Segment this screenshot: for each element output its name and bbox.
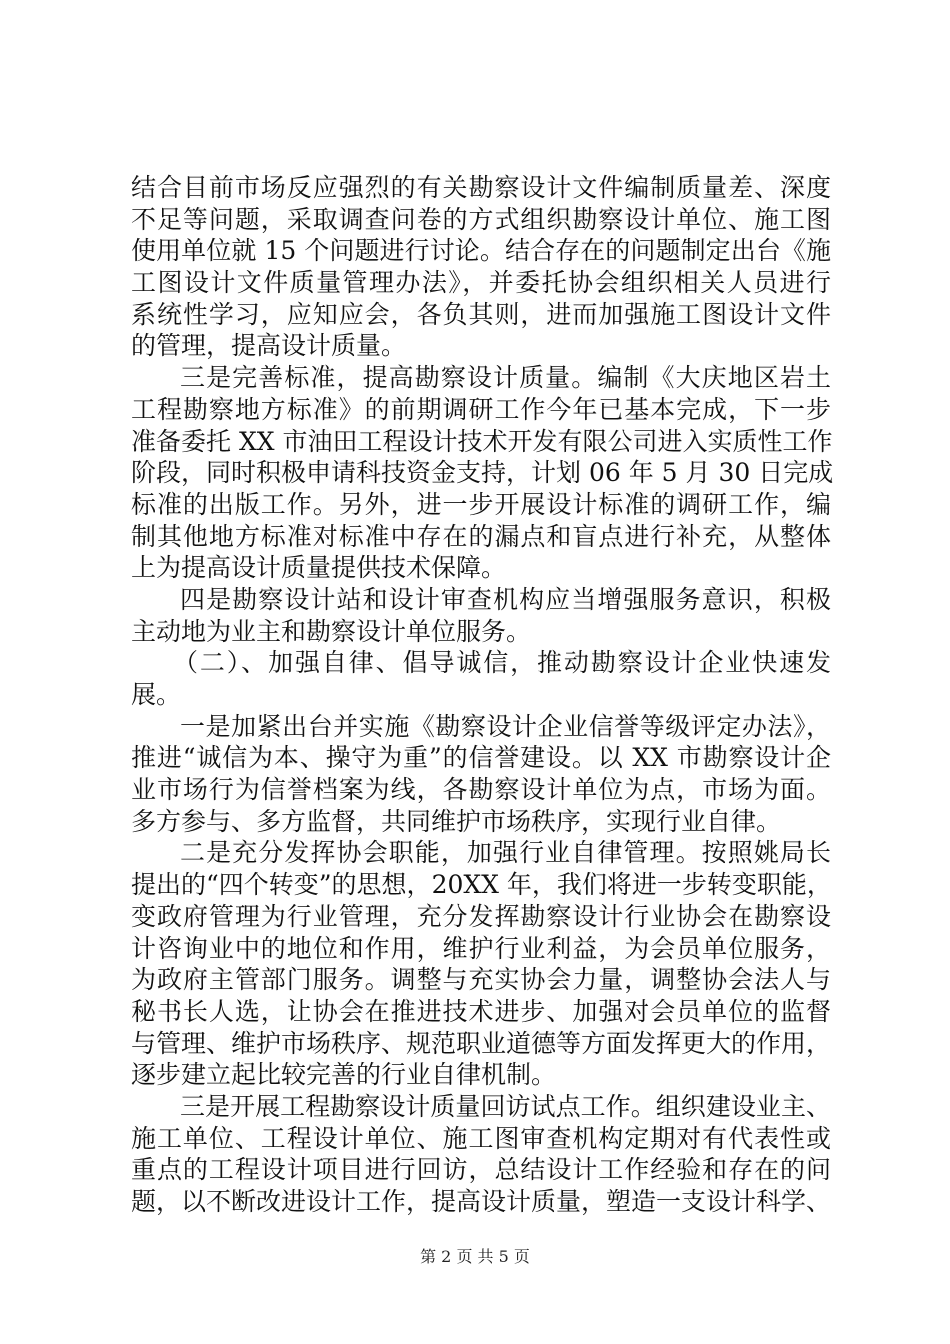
text-line: 变政府管理为行业管理，充分发挥勘察设计行业协会在勘察设 — [131, 901, 831, 931]
text-line: 主动地为业主和勘察设计单位服务。 — [131, 616, 532, 646]
text-line: 准备委托 XX 市油田工程设计技术开发有限公司进入实质性工作 — [131, 426, 833, 456]
text-line: 为政府主管部门服务。调整与充实协会力量，调整协会法人与 — [131, 965, 831, 995]
text-line: 计咨询业中的地位和作用，维护行业利益，为会员单位服务， — [131, 933, 831, 963]
text-line: 与管理、维护市场秩序、规范职业道德等方面发挥更大的作用， — [131, 1028, 832, 1058]
text-line: 结合目前市场反应强烈的有关勘察设计文件编制质量差、深度 — [131, 173, 831, 202]
text-line: 多方参与、多方监督，共同维护市场秩序，实现行业自律。 — [131, 806, 782, 836]
document-body — [131, 172, 834, 1218]
text-line: 标准的出版工作。另外，进一步开展设计标准的调研工作，编 — [131, 489, 831, 519]
paragraph-start-line: 一是加紧出台并实施《勘察设计企业信誉等级评定办法》， — [180, 711, 831, 741]
text-line: 上为提高设计质量提供技术保障。 — [131, 553, 507, 583]
text-line: 不足等问题，采取调查问卷的方式组织勘察设计单位、施工图 — [131, 204, 831, 234]
paragraph-start-line: 二是充分发挥协会职能，加强行业自律管理。按照姚局长 — [180, 838, 831, 868]
text-line: 阶段，同时积极申请科技资金支持，计划 06 年 5 月 30 日完成 — [131, 458, 834, 488]
text-line: 工程勘察地方标准》的前期调研工作今年已基本完成，下一步 — [131, 394, 831, 424]
text-line: 使用单位就 15 个问题进行讨论。结合存在的问题制定出台《施 — [131, 236, 831, 266]
paragraph-start-line: 三是开展工程勘察设计质量回访试点工作。组织建设业主、 — [180, 1091, 831, 1121]
text-line: 的管理，提高设计质量。 — [131, 331, 407, 361]
text-line: 系统性学习，应知应会，各负其则，进而加强施工图设计文件 — [131, 299, 831, 329]
text-line: 题，以不断改进设计工作，提高设计质量，塑造一支设计科学、 — [131, 1187, 832, 1216]
page-number-footer: 第 2 页 共 5 页 — [420, 1247, 530, 1266]
text-line: 制其他地方标准对标准中存在的漏点和盲点进行补充，从整体 — [131, 521, 831, 551]
text-line: 业市场行为信誉档案为线，各勘察设计单位为点，市场为面。 — [131, 775, 831, 805]
text-line: 施工单位、工程设计单位、施工图审查机构定期对有代表性或 — [131, 1123, 831, 1153]
text-line: 推进“诚信为本、操守为重”的信誉建设。以 XX 市勘察设计企 — [131, 743, 831, 773]
text-line: 逐步建立起比较完善的行业自律机制。 — [131, 1060, 557, 1090]
section-heading-line: （二）、加强自律、倡导诚信，推动勘察设计企业快速发 — [173, 648, 831, 678]
text-line: 秘书长人选，让协会在推进技术进步、加强对会员单位的监督 — [131, 996, 831, 1026]
paragraph-start-line: 三是完善标准，提高勘察设计质量。编制《大庆地区岩土 — [180, 363, 831, 393]
paragraph-start-line: 四是勘察设计站和设计审查机构应当增强服务意识，积极 — [180, 584, 831, 614]
section-heading-line: 展。 — [131, 680, 182, 709]
text-line: 重点的工程设计项目进行回访，总结设计工作经验和存在的问 — [131, 1155, 831, 1185]
text-line: 工图设计文件质量管理办法》，并委托协会组织相关人员进行 — [131, 268, 831, 298]
text-line: 提出的“四个转变”的思想，20XX 年，我们将进一步转变职能， — [131, 870, 832, 900]
